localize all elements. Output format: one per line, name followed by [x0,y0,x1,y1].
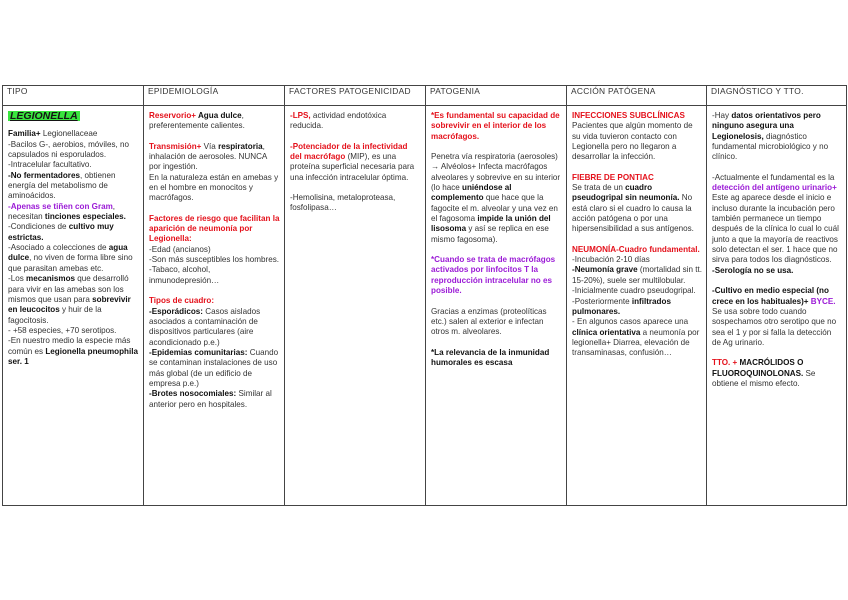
patogenia-key: *Es fundamental su capacidad de sobrevivir en el interior de los macrófagos. [431,111,560,141]
notes-table [2,85,847,506]
tipo-line: -Asociado a colecciones de agua dulce, no viven de forma libre sino que parasitan amebas etc. [8,243,133,273]
type-item: -Brotes nosocomiales: Similar al anterior pero en hospitales. [149,389,272,409]
type-item: -Epidemias comunitarias: Cuando se contaminan instalaciones de uso más global (de un edificio de empresa p.e.) [149,347,279,388]
diagnostico-line: -Actualmente el fundamental es la detección del antígeno urinario+ Este ag aparece desde el inicio e incluso durante la incubación pero también permanece un tiempo después de la clínica lo cual lo cuál junto a que la mayoría de reactivos solo detectan el ser. 1 hace que no sirva para todos los diagnósticos. [712,172,839,265]
content-row [3,106,847,506]
cell-patogenia [426,106,567,506]
header-factores: FACTORES PATOGENICIDAD [285,86,426,106]
tipo-line: -No fermentadores, obtienen energía del metabolismo de aminoácidos. [8,170,116,201]
tipo-line: -Los mecanismos que desarrolló para vivir en las amebas son los mismos que usan para sobrevivir en leucocitos y huir de la fagocitosis. [8,274,131,325]
tratamiento-line: TTO. + MACRÓLIDOS O FLUOROQUINOLONAS. Se obtiene el mismo efecto. [712,358,816,388]
transmision-line: Transmisión+ Vía respiratoria, inhalación de aerosoles. NUNCA por ingestión. [149,141,267,172]
tipo-line: -Intracelular facultativo. [8,160,92,170]
risk-item: -Son más susceptibles los hombres. [149,255,280,265]
cell-diagnostico [707,106,847,506]
neumonia-item: -Neumonía grave (mortalidad sin tt. 15-20%), suele ser multilobular. [572,265,702,285]
header-diagnostico: DIAGNÓSTICO Y TTO. [707,86,847,106]
header-patogenia: PATOGENIA [426,86,567,106]
cell-factores [285,106,426,506]
tipo-line: -Apenas se tiñen con Gram, necesitan tinciones especiales. [8,201,126,222]
enzymes-line: -Hemolisina, metaloproteasa, fosfolipasa… [290,193,396,213]
neumonia-item: -Posteriormente infiltrados pulmonares. [572,296,671,316]
neumonia-item: -Incubación 2-10 días [572,255,650,265]
risk-item: -Edad (ancianos) [149,244,211,254]
tipo-line: - +58 especies, +70 serotipos. [8,325,117,335]
family-line: Familia+ Legionellaceae [8,129,98,139]
tipo-line: -Bacilos G-, aerobios, móviles, no capsulados ni esporulados. [8,139,130,160]
infecciones-title: INFECCIONES SUBCLÍNICAS [572,111,685,120]
patogenia-text: Penetra vía respiratoria (aerosoles) → Alvéolos+ Infecta macrófagos alveolares y sobrevive en su interior (lo hace uniéndose al complemento que hace que la fagocite el m. alveolar y una vez en el fagosoma impide la unión del lisosoma y así se replica en ese mismo fagosoma). [431,152,561,244]
tipo-line: -Condiciones de cultivo muy estrictas. [8,222,114,242]
reservorio-line: Reservorio+ Agua dulce, preferentemente calientes. [149,111,245,131]
risk-item: -Tabaco, alcohol, inmunodepresión… [149,265,220,285]
risk-title: Factores de riesgo que facilitan la aparición de neumonía por Legionella: [149,213,280,244]
type-item: -Esporádicos: Casos aislados asociados a contaminación de dispositivos particulares (aire acondicionado p.e.) [149,306,261,347]
cell-tipo [3,106,144,506]
diagnostico-line: -Cultivo en medio especial (no crece en los habituales)+ BYCE. Se usa sobre todo cuando sospechamos otro serotipo que no sea el 1 y por si falla la detección de Ag urinario. [712,286,837,347]
header-accion: ACCIÓN PATÓGENA [567,86,707,106]
patogenia-note: *Cuando se trata de macrófagos activados por linfocitos T la reproducción intracelular no es posible. [431,255,556,296]
lps-line: -LPS, actividad endotóxica reducida. [290,111,387,131]
organism-name: LEGIONELLA [10,110,78,122]
cell-epidemiologia [144,106,285,506]
patogenia-note: *La relevancia de la inmunidad humorales es escasa [431,347,550,367]
types-title: Tipos de cuadro: [149,296,215,306]
header-epidemiologia: EPIDEMIOLOGÍA [144,86,285,106]
tipo-line: -En nuestro medio la especie más común es Legionella pneumophila ser. 1 [8,336,138,366]
header-row [3,86,847,106]
naturaleza-line: En la naturaleza están en amebas y en el hombre en monocitos y macrófagos. [149,172,279,203]
neumonia-title: NEUMONÍA-Cuadro fundamental. [572,244,700,254]
pontiac-text: Se trata de un cuadro pseudogripal sin neumonía. No está claro si el cuadro lo causa la acción patógena o por una hipersensibilidad a sus antígenos. [572,183,694,234]
patogenia-text: Gracias a enzimas (proteolíticas etc.) salen al exterior e infectan otros m. alveolares. [431,306,547,337]
diagnostico-line: -Serología no se usa. [712,265,794,275]
neumonia-item: - En algunos casos aparece una clínica orientativa a neumonía por legionella+ Diarrea, elevación de transaminasas, confusión… [572,317,700,358]
neumonia-item: -Inicialmente cuadro pseudogripal. [572,286,696,296]
pontiac-title: FIEBRE DE PONTIAC [572,172,654,182]
mip-line: -Potenciador de la infectividad del macrófago (MIP), es una proteína superficial necesaria para una infección intracelular óptima. [290,141,415,182]
infecciones-text: Pacientes que algún momento de su vida tuvieron contacto con Legionella pero no llegaron a desarrollar la infección. [572,121,693,162]
diagnostico-line: -Hay datos orientativos pero ninguno asegura una Legionelosis, diagnóstico fundamental microbiológico y no clínico. [712,111,829,162]
cell-accion [567,106,707,506]
header-tipo: TIPO [3,86,144,106]
